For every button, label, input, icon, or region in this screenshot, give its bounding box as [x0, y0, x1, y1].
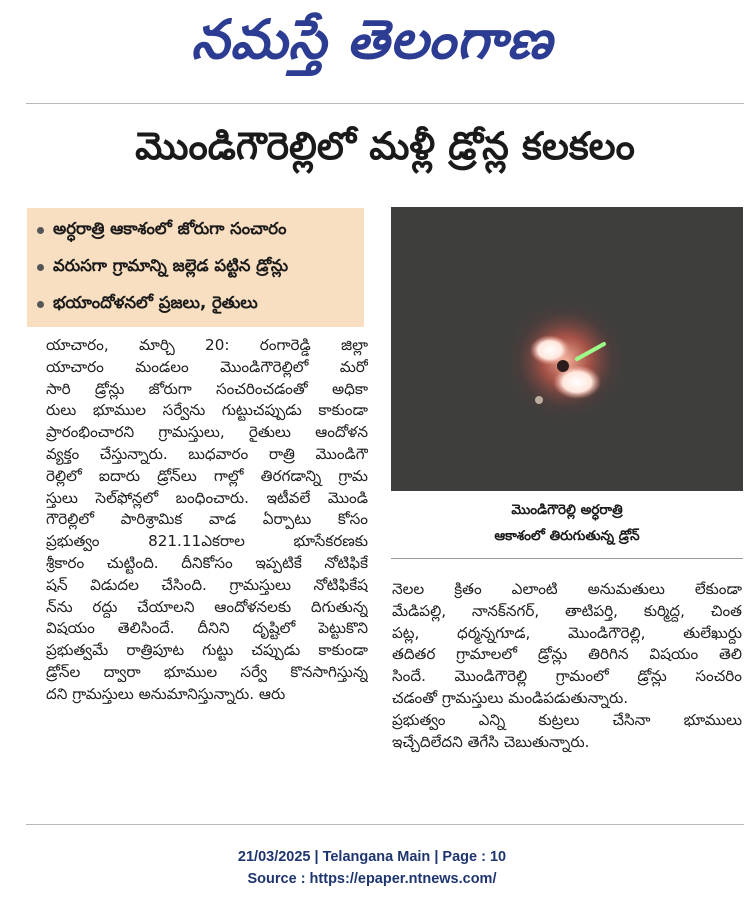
top-divider — [26, 103, 744, 104]
drone-photo-image — [391, 207, 743, 491]
body-line: చడంతో గ్రామస్తులు మండిపడుతున్నారు. — [392, 688, 629, 707]
body-line: విషయం తెలిసిందే. దీనిని దృష్టిలో పెట్టుకొని — [46, 619, 368, 638]
bullet-icon — [37, 301, 44, 308]
body-line: స్తులు సెల్‌ఫోన్లలో బంధించారు. ఇటీవలే మొండి — [46, 488, 368, 507]
body-line: న్‌ను రద్దు చేయాలని ఆందోళనలకు దిగుతున్న — [46, 597, 368, 616]
body-line: ప్రభుత్వం 821.11ఎకరాల భూసేకరణకు — [46, 532, 368, 551]
footer-source-link[interactable]: Source : https://epaper.ntnews.com/ — [247, 871, 497, 887]
article-body-right-column — [392, 579, 742, 753]
highlight-item — [37, 249, 356, 286]
highlight-text: భయాందోళనలో ప్రజలు, రైతులు — [53, 293, 258, 312]
bottom-divider — [26, 824, 744, 825]
bullet-icon — [37, 264, 44, 271]
body-line: శ్రీకారం చుట్టింది. దీనికోసం ఇప్పటికే నోటిఫికే — [46, 553, 368, 572]
newspaper-logo: నమస్తే తెలంగాణ — [191, 7, 553, 71]
highlight-text: వరుసగా గ్రామాన్ని జల్లెడ పట్టిన డ్రోన్లు — [53, 256, 289, 275]
body-line: పట్ల, ధర్మన్నగూడ, మొండిగౌరెల్లి, తులేఖుర్దు — [392, 623, 742, 642]
body-line: వ్యక్తం చేస్తున్నారు. బుధవారం రాత్రి మొండిగౌ — [46, 444, 368, 463]
body-line: తదితర గ్రామాలలో డ్రోన్లు తిరిగిన విషయం తెలి — [392, 645, 742, 664]
body-line: సిందే. మొండిగౌరెల్లి గ్రామంలో డ్రోన్లు సంచరిం — [392, 667, 742, 686]
body-line: రెల్లిలో ఐదారు డ్రోన్‌లు గాల్లో తిరగడాన్ని గ్రామ — [46, 466, 368, 485]
body-line: నెలల క్రితం ఎలాంటి అనుమతులు లేకుండా — [392, 580, 742, 598]
body-line: ప్రభుత్వమే రాత్రిపూట గుట్టు చప్పుడు కాకుండా — [46, 641, 368, 660]
body-line: ప్రభుత్వం ఎన్ని కుట్రలు చేసినా భూములు — [392, 710, 742, 729]
body-line: ప్రారంభించారని గ్రామస్తులు, రైతులు ఆందోళన — [46, 423, 368, 442]
footer-edition-info: 21/03/2025 | Telangana Main | Page : 10 — [237, 849, 507, 865]
article-body-left-column — [46, 335, 368, 706]
body-line: డ్రోన్‌ల ద్వారా భూముల సర్వే కొనసాగిస్తున్న — [46, 662, 368, 681]
body-line: సారి డ్రోన్లు జోరుగా సంచరించడంతో అధికా — [46, 379, 368, 398]
highlights-box — [27, 208, 364, 327]
body-line: దని గ్రామస్తులు అనుమానిస్తున్నారు. ఆరు — [46, 684, 286, 703]
bullet-icon — [37, 227, 44, 234]
highlight-item — [37, 286, 356, 323]
body-line: యాచారం మండలం మొండిగౌరెల్లిలో మరో — [46, 357, 368, 376]
body-line: రులు భూముల సర్వేను గుట్టుచప్పుడు కాకుండా — [46, 401, 368, 420]
highlight-item — [37, 212, 356, 249]
masthead — [0, 0, 744, 80]
article-headline: మొండిగౌరెల్లిలో మళ్లీ డ్రోన్ల కలకలం — [135, 124, 635, 168]
body-line: గౌరెల్లిలో పారిశ్రామిక వాడ ఏర్పాటు కోసం — [46, 510, 368, 529]
highlight-text: అర్ధరాత్రి ఆకాశంలో జోరుగా సంచారం — [53, 219, 287, 238]
photo-caption — [391, 497, 743, 549]
body-line: మేడిపల్లి, నానక్‌నగర్, తాటిపర్తి, కుర్మిద్ద, చింత — [392, 601, 742, 620]
caption-divider — [391, 558, 743, 559]
body-line: ఇచ్చేదిలేదని తెగేసి చెబుతున్నారు. — [392, 732, 590, 751]
photo-caption-line: మొండిగౌరెల్లి అర్ధరాత్రి — [511, 502, 623, 518]
body-line: షన్ విడుదల చేసింది. గ్రామస్తులు నోటిఫికేష — [46, 575, 368, 594]
body-line: యాచారం, మార్చి 20: రంగారెడ్డి జిల్లా — [46, 336, 368, 354]
drone-photo — [391, 207, 743, 491]
photo-caption-line: ఆకాశంలో తిరుగుతున్న డ్రోన్ — [494, 528, 640, 544]
